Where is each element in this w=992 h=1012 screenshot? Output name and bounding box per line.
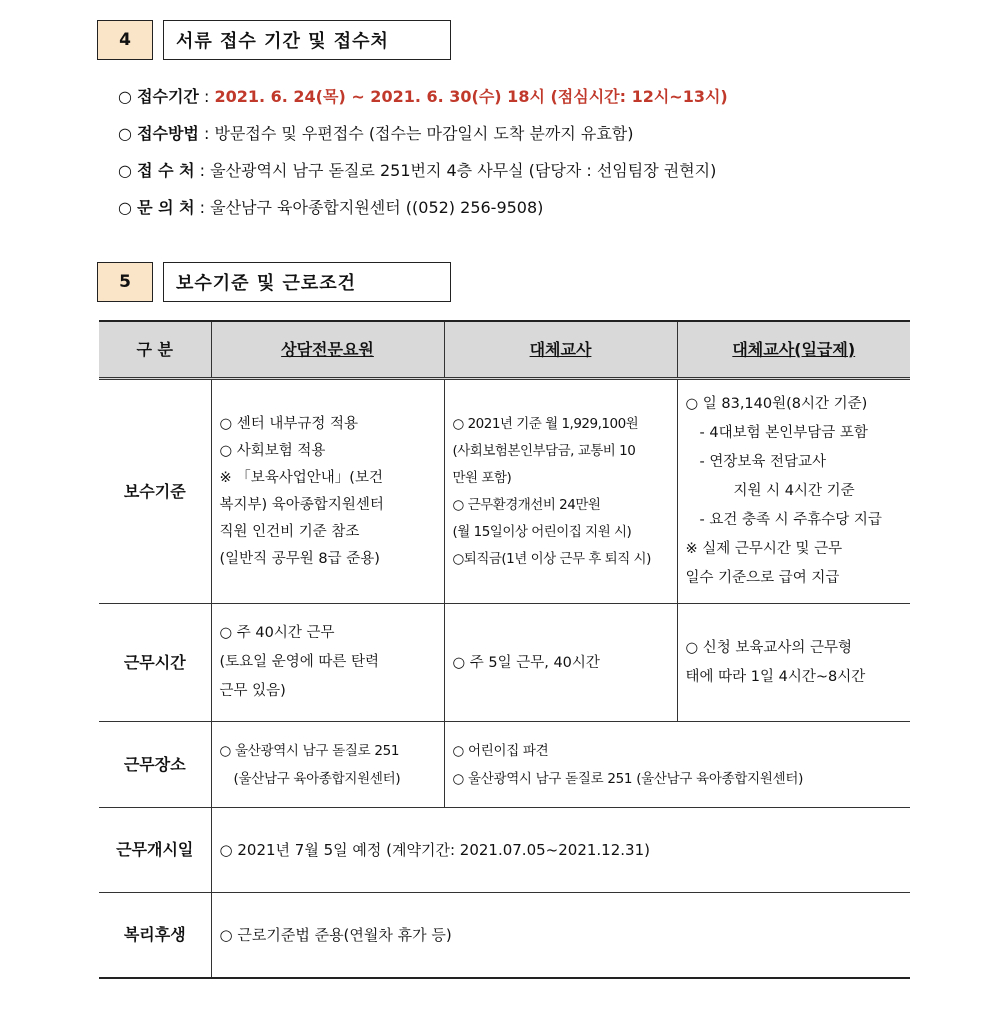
cell-place-substitute: ○ 어린이집 파견 ○ 울산광역시 남구 돋질로 251 (울산남구 육아종합지원센터): [444, 722, 910, 808]
terms-table: [99, 320, 910, 979]
section-4-title: 서류 접수 기간 및 접수처: [163, 20, 451, 60]
cell-hours-substitute: ○ 주 5일 근무, 40시간: [444, 604, 677, 722]
section-4-header: [97, 20, 457, 60]
cell-pay-substitute: ○ 2021년 기준 월 1,929,100원 (사회보험본인부담금, 교통비 10 만원 포함) ○ 근무환경개선비 24만원 (월 15일이상 어린이집 지원 시) ○퇴직금(1년 이상 근무 후 퇴직 시): [444, 379, 677, 604]
cell-pay-counselor: ○ 센터 내부규정 적용 ○ 사회보험 적용 ※ 「보육사업안내」(보건 복지부) 육아종합지원센터 직원 인건비 기준 참조 (일반직 공무원 8급 준용): [211, 379, 444, 604]
info-label: 접수방법: [137, 124, 199, 143]
table-header-row: [99, 321, 910, 379]
cell-welfare: ○ 근로기준법 준용(연월차 휴가 등): [211, 893, 910, 978]
bullet: ○: [118, 124, 132, 143]
cell-hours-substitute-daily: ○ 신청 보육교사의 근무형 태에 따라 1일 4시간~8시간: [677, 604, 910, 722]
bullet: ○: [118, 87, 132, 106]
header-substitute-daily: 대체교사(일급제): [677, 321, 910, 379]
section-5-header: [97, 262, 457, 302]
separator: :: [198, 87, 215, 106]
info-place: [118, 158, 716, 181]
table-row-hours: [99, 604, 910, 722]
info-value: 울산남구 육아종합지원센터 ((052) 256-9508): [210, 198, 544, 217]
info-value: 2021. 6. 24(목) ~ 2021. 6. 30(수) 18시 (점심시간: 12시~13시): [214, 87, 728, 106]
row-label-start: 근무개시일: [99, 808, 211, 893]
table-row-pay: [99, 379, 910, 604]
table-row-place: [99, 722, 910, 808]
cell-start: ○ 2021년 7월 5일 예정 (계약기간: 2021.07.05~2021.12.31): [211, 808, 910, 893]
cell-place-counselor: ○ 울산광역시 남구 돋질로 251 (울산남구 육아종합지원센터): [211, 722, 444, 808]
row-label-pay: 보수기준: [99, 379, 211, 604]
section-5-title: 보수기준 및 근로조건: [163, 262, 451, 302]
info-period: [118, 84, 728, 107]
bullet: ○: [118, 161, 132, 180]
info-label: 문 의 처: [137, 198, 195, 217]
info-label: 접 수 처: [137, 161, 195, 180]
bullet: ○: [118, 198, 132, 217]
cell-pay-substitute-daily: ○ 일 83,140원(8시간 기준) - 4대보험 본인부담금 포함 - 연장보육 전담교사 지원 시 4시간 기준 - 요건 충족 시 주휴수당 지급 ※ 실제 근무시간 및 근무 일수 기준으로 급여 지급: [677, 379, 910, 604]
row-label-welfare: 복리후생: [99, 893, 211, 978]
info-value: 울산광역시 남구 돋질로 251번지 4층 사무실 (담당자 : 선임팀장 권현지): [210, 161, 717, 180]
separator: :: [194, 161, 211, 180]
info-value: 방문접수 및 우편접수 (접수는 마감일시 도착 분까지 유효함): [214, 124, 634, 143]
table-row-welfare: [99, 893, 910, 978]
header-counselor: 상담전문요원: [211, 321, 444, 379]
header-category: 구 분: [99, 321, 211, 379]
section-5-number: 5: [97, 262, 153, 302]
row-label-place: 근무장소: [99, 722, 211, 808]
separator: :: [198, 124, 215, 143]
row-label-hours: 근무시간: [99, 604, 211, 722]
header-substitute: 대체교사: [444, 321, 677, 379]
info-label: 접수기간: [137, 87, 199, 106]
cell-hours-counselor: ○ 주 40시간 근무 (토요일 운영에 따른 탄력 근무 있음): [211, 604, 444, 722]
section-4-number: 4: [97, 20, 153, 60]
info-contact: [118, 195, 543, 218]
table-row-start: [99, 808, 910, 893]
separator: :: [194, 198, 211, 217]
info-method: [118, 121, 633, 144]
